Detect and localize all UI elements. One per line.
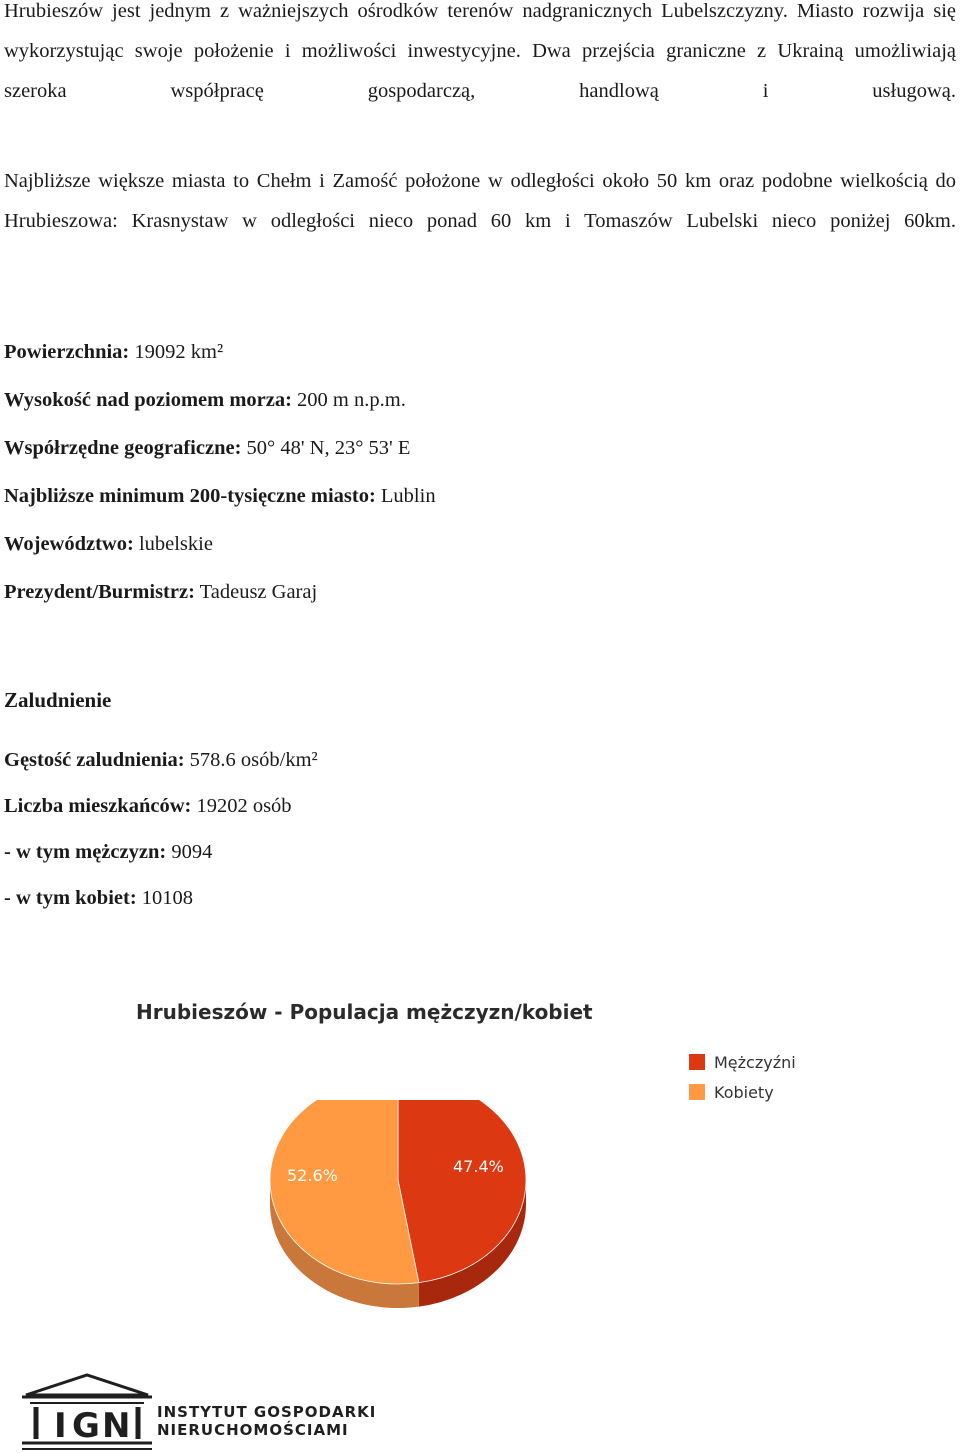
legend-label: Kobiety (714, 1083, 774, 1102)
legend-item-men (689, 1053, 796, 1073)
fact-label: Liczba mieszkańców: (4, 795, 192, 817)
fact-nearest-city (4, 482, 436, 510)
legend-swatch (689, 1054, 705, 1070)
intro-paragraph: Hrubieszów jest jednym z ważniejszych ośrodków terenów nadgranicznych Lubelszczyzny. Miasto rozwija się wykorzystując swoje położenie i możliwości inwestycyjne. Dwa przejścia graniczne z Ukrainą umożliwiają szeroka współpracę gospodarczą, handlową i usługową. (4, 0, 956, 102)
logo-letter: N (102, 1406, 131, 1446)
chart-title: Hrubieszów - Populacja mężczyzn/kobiet (136, 1000, 593, 1024)
slice-label-women: 52.6% (287, 1166, 338, 1185)
fact-label: Województwo: (4, 533, 134, 555)
fact-value: 50° 48' N, 23° 53' E (241, 437, 411, 459)
fact-coordinates (4, 434, 410, 462)
fact-label: Wysokość nad poziomem morza: (4, 389, 292, 411)
fact-value: 19202 osób (191, 795, 292, 817)
fact-men (4, 838, 212, 866)
fact-value: 9094 (166, 841, 213, 863)
ign-logo-icon (22, 1373, 152, 1451)
fact-voivodeship (4, 530, 213, 558)
fact-label: - w tym kobiet: (4, 887, 137, 909)
slice-label-men: 47.4% (453, 1157, 504, 1176)
fact-women (4, 884, 193, 912)
fact-value: 10108 (136, 887, 194, 909)
nearby-cities-paragraph: Najbliższe większe miasta to Chełm i Zamość położone w odległości około 50 km oraz podobne wielkością do Hrubieszowa: Krasnystaw w odległości nieco ponad 60 km i Tomaszów Lubelski nieco poniżej 60km. (4, 170, 956, 232)
pie-chart (240, 1100, 560, 1340)
fact-value: 578.6 osób/km² (184, 749, 318, 771)
fact-density (4, 746, 318, 774)
logo-text-line1: INSTYTUT GOSPODARKI (157, 1403, 377, 1421)
fact-value: Lublin (375, 485, 436, 507)
fact-value: 200 m n.p.m. (291, 389, 406, 411)
fact-population (4, 792, 292, 820)
fact-label: Powierzchnia: (4, 341, 130, 363)
fact-label: Prezydent/Burmistrz: (4, 581, 195, 603)
fact-value: 19092 km² (129, 341, 224, 363)
legend-swatch (689, 1084, 705, 1100)
fact-label: - w tym mężczyzn: (4, 841, 167, 863)
legend-item-women (689, 1083, 774, 1103)
fact-value: Tadeusz Garaj (194, 581, 318, 603)
legend-label: Mężczyźni (714, 1053, 796, 1072)
fact-value: lubelskie (133, 533, 213, 555)
fact-area (4, 338, 223, 366)
fact-label: Współrzędne geograficzne: (4, 437, 242, 459)
fact-mayor (4, 578, 317, 606)
fact-label: Najbliższe minimum 200-tysięczne miasto: (4, 485, 376, 507)
logo-letter: I (54, 1406, 67, 1446)
fact-altitude (4, 386, 406, 414)
fact-label: Gęstość zaludnienia: (4, 749, 185, 771)
logo-letter: G (72, 1406, 100, 1446)
population-heading: Zaludnienie (4, 688, 112, 712)
logo-text-line2: NIERUCHOMOŚCIAMI (157, 1421, 349, 1439)
